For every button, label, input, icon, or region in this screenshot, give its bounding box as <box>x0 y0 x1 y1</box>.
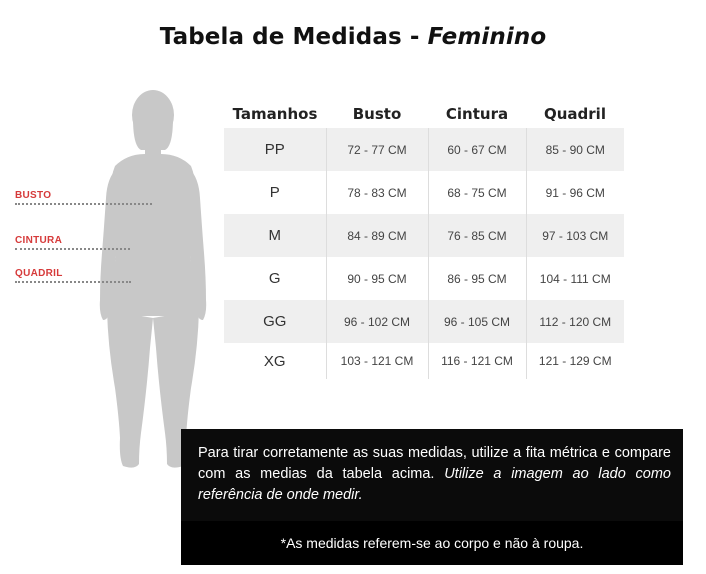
table-row <box>224 257 624 300</box>
table-row <box>224 171 624 214</box>
measurement-note: *As medidas referem-se ao corpo e não à roupa. <box>181 521 683 565</box>
instructions-box <box>181 429 683 565</box>
cell-size: G <box>268 270 281 287</box>
table-row <box>224 343 624 379</box>
size-table <box>224 100 624 379</box>
header-cintura: Cintura <box>445 105 509 123</box>
marker-cintura-label: CINTURA <box>15 235 63 246</box>
cell-size: M <box>224 214 326 257</box>
cell-size: P <box>269 184 280 201</box>
page-title <box>0 24 706 50</box>
marker-quadril-line <box>15 281 131 283</box>
cell-quadril: 85 - 90 CM <box>526 128 624 171</box>
cell-busto: 90 - 95 CM <box>326 257 428 300</box>
cell-cintura: 86 - 95 CM <box>428 257 526 300</box>
cell-size: PP <box>224 128 326 171</box>
cell-size: GG <box>224 300 326 343</box>
instructions-main: Para tirar corretamente as suas medidas, utilize a fita métrica e compare com as medias da tabela acima. <box>198 445 671 482</box>
marker-busto-line <box>15 203 152 205</box>
cell-quadril: 112 - 120 CM <box>526 300 624 343</box>
cell-busto: 72 - 77 CM <box>326 128 428 171</box>
cell-busto: 103 - 121 CM <box>326 343 428 379</box>
cell-quadril: 97 - 103 CM <box>526 214 624 257</box>
header-quadril: Quadril <box>544 105 606 123</box>
marker-cintura-line <box>15 248 130 250</box>
cell-busto: 96 - 102 CM <box>326 300 428 343</box>
cell-cintura: 60 - 67 CM <box>428 128 526 171</box>
title-suffix: Feminino <box>427 24 547 50</box>
title-main: Tabela de Medidas - <box>159 24 428 50</box>
cell-busto: 84 - 89 CM <box>326 214 428 257</box>
cell-quadril: 121 - 129 CM <box>526 343 624 379</box>
cell-cintura: 68 - 75 CM <box>428 171 526 214</box>
cell-size: XG <box>263 352 286 370</box>
instructions-text <box>181 429 683 506</box>
table-header-row <box>224 100 624 128</box>
table-row <box>224 300 624 343</box>
instructions-italic: Utilize a imagem ao lado como referência de onde medir. <box>198 466 671 503</box>
cell-quadril: 104 - 111 CM <box>526 257 624 300</box>
cell-quadril: 91 - 96 CM <box>526 171 624 214</box>
marker-busto-label: BUSTO <box>15 190 52 201</box>
cell-busto: 78 - 83 CM <box>326 171 428 214</box>
cell-cintura: 96 - 105 CM <box>428 300 526 343</box>
header-tamanhos: Tamanhos <box>232 105 318 123</box>
table-row <box>224 128 624 171</box>
table-row <box>224 214 624 257</box>
header-busto: Busto <box>352 105 402 123</box>
marker-quadril-label: QUADRIL <box>15 268 63 279</box>
cell-cintura: 116 - 121 CM <box>428 343 526 379</box>
cell-cintura: 76 - 85 CM <box>428 214 526 257</box>
